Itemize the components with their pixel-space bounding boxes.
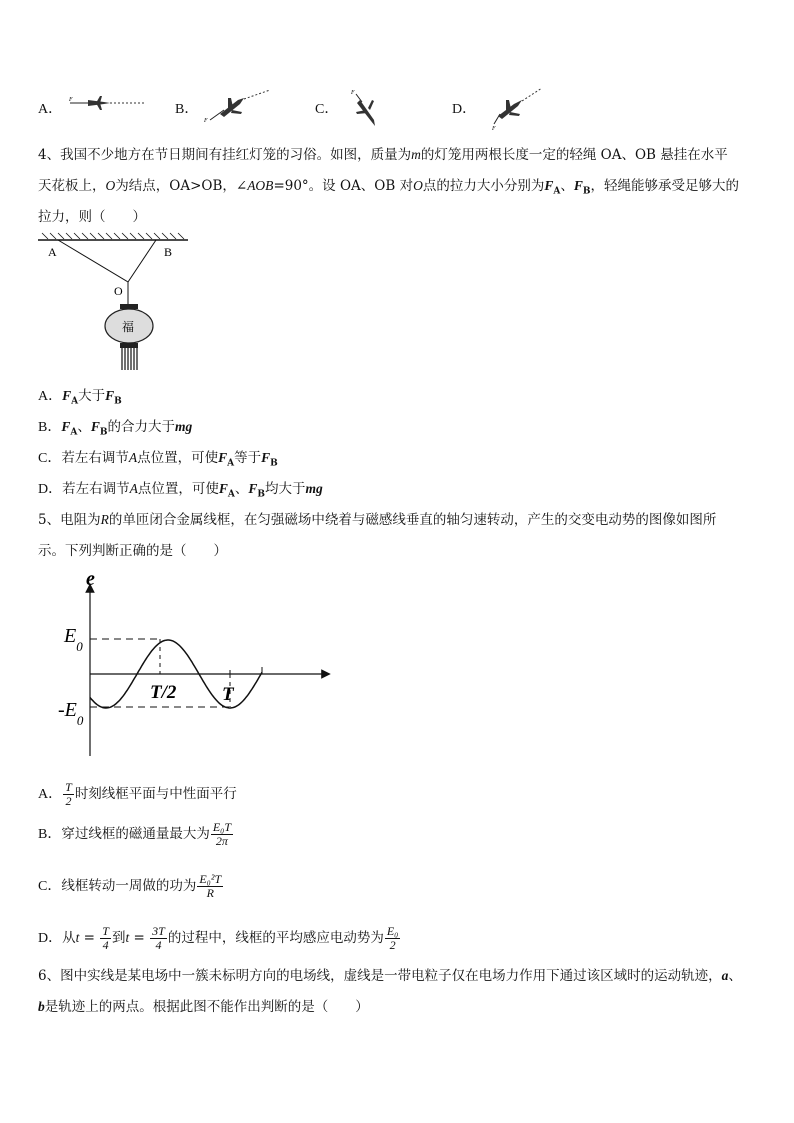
q4-option-d: D．若左右调节A点位置，可使$F_A$、$F_B$均大于mg [38, 481, 323, 500]
q4-option-a: A．$F_A$大于$F_B$ [38, 388, 122, 407]
q3-option-d-label: D． [452, 102, 477, 117]
q3-a-force-label: F [69, 97, 73, 103]
q5-stem-line-2: 示。下列判断正确的是（ ） [38, 543, 227, 559]
q4-fig-point-b: B [164, 245, 173, 259]
q4-stem-line-2: 天花板上，O为结点，OA>OB，∠AOB=90°。设 OA、OB 对O点的拉力大小分别为$F_A$、$F_B$，轻绳能够承受足够大的 [38, 178, 739, 197]
q5-option-d: D．从t = $\frac{T}{4}$ 到t = $\frac{3T}{4}$ 的过程中，线框的平均感应电动势为 $\frac{\text{E₀}}{2}$ [38, 924, 399, 952]
q3-b-force-label: F [204, 118, 208, 124]
q6-stem-line-2: b是轨迹上的两点。根据此图不能作出判断的是（ ） [38, 999, 369, 1015]
q5-graph-period-label: T [222, 684, 234, 705]
q4-fig-point-o: O [114, 284, 123, 298]
q3-option-c-aircraft-figure [344, 86, 388, 130]
q5-graph-y-label: e [86, 568, 95, 590]
q4-option-c: C．若左右调节A点位置，可使$F_A$等于$F_B$ [38, 450, 278, 469]
q3-option-b-label: B． [175, 102, 199, 117]
q5-emf-graph [54, 568, 334, 760]
q3-option-b-aircraft-figure [200, 86, 274, 124]
q5-graph-half-period-label: T/2 [150, 682, 177, 703]
q4-fig-lantern-character: 福 [122, 320, 135, 334]
q4-lantern-figure [38, 232, 190, 372]
q5-graph-e0-label: $E_0$ [64, 625, 83, 654]
q5-option-c: C．线框转动一周做的功为 $\frac{\text{E₀²T}}{R}$ [38, 872, 222, 900]
q3-option-d-aircraft-figure [480, 84, 546, 130]
q3-d-force-label: F [492, 126, 496, 130]
q3-option-c-label: C． [315, 102, 339, 117]
q5-option-a: A． $\frac{T}{2}$ 时刻线框平面与中性面平行 [38, 780, 237, 808]
q4-stem-line-3: 拉力，则（ ） [38, 209, 146, 225]
q3-c-force-label: F [351, 90, 355, 96]
q3-option-a-label: A． [38, 102, 63, 117]
q4-option-b: B．$F_A$、$F_B$的合力大于mg [38, 419, 193, 438]
q4-fig-point-a: A [48, 245, 57, 259]
q4-stem-line-1: 4、我国不少地方在节日期间有挂红灯笼的习俗。如图，质量为m的灯笼用两根长度一定的轻绳 OA、OB 悬挂在水平 [38, 147, 728, 163]
q5-option-b: B．穿过线框的磁通量最大为 $\frac{\text{E₀T}}{2\pi}$ [38, 820, 232, 848]
q5-graph-neg-e0-label: $-E_0$ [58, 699, 84, 728]
q3-option-a-aircraft-figure [66, 92, 148, 114]
q6-stem-line-1: 6、图中实线是某电场中一簇未标明方向的电场线，虚线是一带电粒子仅在电场力作用下通过该区域时的运动轨迹，a、 [38, 968, 742, 984]
q5-stem-line-1: 5、电阻为R的单匝闭合金属线框，在匀强磁场中绕着与磁感线垂直的轴匀速转动，产生的交变电动势的图像如图所 [38, 512, 717, 528]
